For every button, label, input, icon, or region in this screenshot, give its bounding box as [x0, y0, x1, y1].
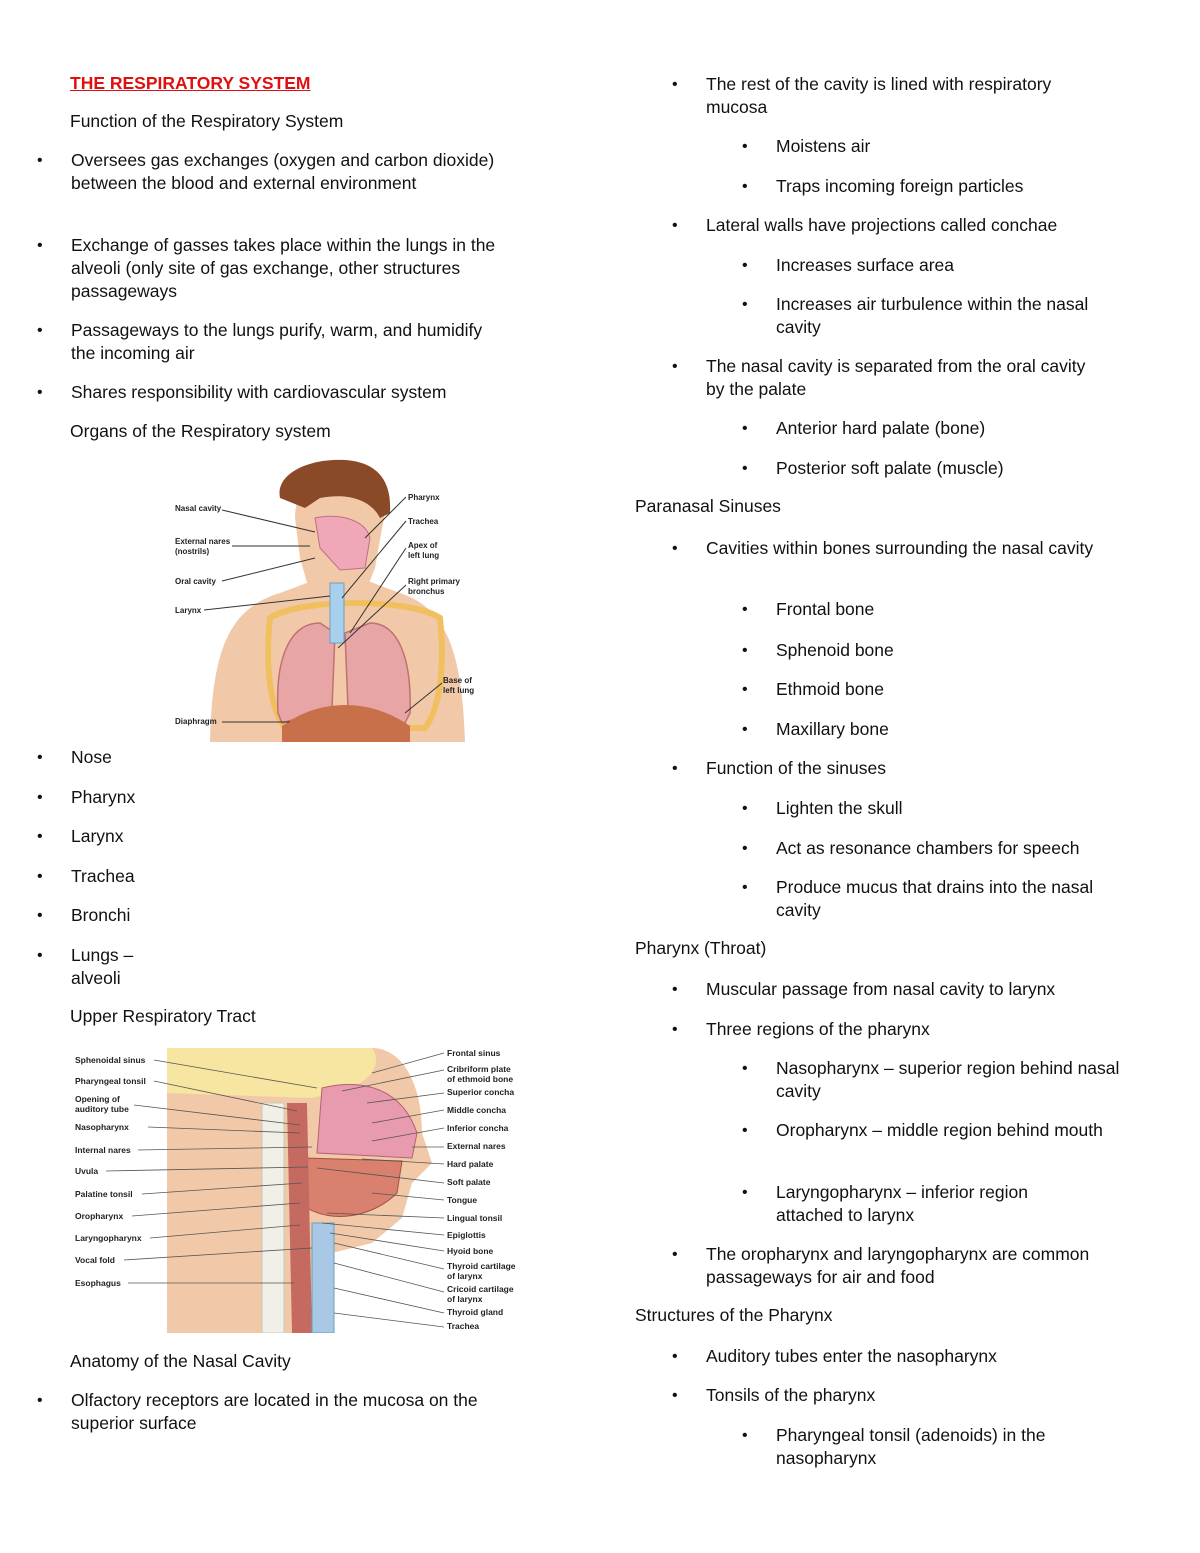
figure-label: Pharynx: [408, 493, 440, 502]
sub-list-item: • Maxillary bone: [776, 718, 889, 741]
figure-label: Nasal cavity: [175, 504, 222, 513]
figure-label: Right primary: [408, 577, 461, 586]
list-item: • Nose: [71, 746, 112, 769]
list-item: • Olfactory receptors are located in the mucosa on the superior surface: [71, 1389, 501, 1435]
list-item: • Auditory tubes enter the nasopharynx: [706, 1345, 997, 1368]
figure-label: left lung: [408, 551, 440, 560]
sub-list-item: • Increases air turbulence within the nasal cavity: [776, 293, 1136, 339]
figure-label: (nostrils): [175, 547, 210, 556]
sub-list-item: • Laryngopharynx – inferior region attached to larynx: [776, 1181, 1096, 1227]
section-heading: Paranasal Sinuses: [635, 496, 781, 516]
list-item: • Shares responsibility with cardiovascular system: [71, 381, 511, 404]
figure-label: Internal nares: [75, 1145, 131, 1155]
section-heading: Structures of the Pharynx: [635, 1305, 833, 1325]
figure-label: Vocal fold: [75, 1255, 115, 1265]
respiratory-organs-figure: [170, 458, 480, 742]
section-heading: Function of the Respiratory System: [70, 111, 344, 131]
figure-label: Opening of: [75, 1094, 120, 1104]
sub-list-item: • Sphenoid bone: [776, 639, 894, 662]
figure-label: of larynx: [447, 1294, 483, 1304]
sub-list-item: • Nasopharynx – superior region behind nasal cavity: [776, 1057, 1126, 1103]
figure-label: Cricoid cartilage: [447, 1284, 514, 1294]
figure-label: Pharyngeal tonsil: [75, 1076, 146, 1086]
list-item: • Lateral walls have projections called conchae: [706, 214, 1126, 237]
sub-list-item: • Frontal bone: [776, 598, 874, 621]
figure-label: Larynx: [175, 606, 202, 615]
figure-label: Hyoid bone: [447, 1246, 494, 1256]
figure-label: Diaphragm: [175, 717, 217, 726]
section-heading: Pharynx (Throat): [635, 938, 767, 958]
figure-label: bronchus: [408, 587, 445, 596]
figure-label: Superior concha: [447, 1087, 515, 1097]
figure-label: Soft palate: [447, 1177, 491, 1187]
list-item: • The oropharynx and laryngopharynx are common passageways for air and food: [706, 1243, 1096, 1289]
list-item: • The rest of the cavity is lined with respiratory mucosa: [706, 73, 1106, 119]
figure-label: Uvula: [75, 1166, 99, 1176]
list-item: • Exchange of gasses takes place within the lungs in the alveoli (only site of gas exchange, other structures passageways: [71, 234, 501, 303]
figure-label: Frontal sinus: [447, 1048, 501, 1058]
figure-label: Apex of: [408, 541, 438, 550]
figure-label: Palatine tonsil: [75, 1189, 133, 1199]
page-title: THE RESPIRATORY SYSTEM: [70, 73, 311, 93]
figure-label: Thyroid cartilage: [447, 1261, 516, 1271]
figure-label: of ethmoid bone: [447, 1074, 514, 1084]
sub-list-item: • Oropharynx – middle region behind mouth: [776, 1119, 1106, 1142]
sub-list-item: • Lighten the skull: [776, 797, 902, 820]
list-item: • Passageways to the lungs purify, warm, and humidify the incoming air: [71, 319, 501, 365]
figure-label: Trachea: [447, 1321, 480, 1331]
sub-list-item: • Act as resonance chambers for speech: [776, 837, 1080, 860]
list-item: • Function of the sinuses: [706, 757, 886, 780]
figure-label: Oropharynx: [75, 1211, 124, 1221]
list-item: • Pharynx: [71, 786, 135, 809]
list-item: • Three regions of the pharynx: [706, 1018, 930, 1041]
figure-label: External nares: [447, 1141, 506, 1151]
figure-label: Esophagus: [75, 1278, 121, 1288]
figure-label: of larynx: [447, 1271, 483, 1281]
figure-label: Thyroid gland: [447, 1307, 504, 1317]
list-item: [71, 944, 133, 990]
list-item-line: alveoli: [71, 968, 121, 988]
figure-label: Epiglottis: [447, 1230, 486, 1240]
sub-list-item: • Anterior hard palate (bone): [776, 417, 985, 440]
list-item-line: • Lungs –: [71, 945, 134, 965]
figure-label: Middle concha: [447, 1105, 507, 1115]
list-item: • Tonsils of the pharynx: [706, 1384, 875, 1407]
list-item: • Trachea: [71, 865, 135, 888]
figure-label: left lung: [443, 686, 475, 695]
figure-label: Inferior concha: [447, 1123, 509, 1133]
list-item: • Muscular passage from nasal cavity to larynx: [706, 978, 1055, 1001]
figure-label: Oral cavity: [175, 577, 216, 586]
sub-list-item: • Traps incoming foreign particles: [776, 175, 1023, 198]
figure-label: Base of: [443, 676, 472, 685]
upper-respiratory-tract-figure: [72, 1043, 532, 1333]
section-heading: Upper Respiratory Tract: [70, 1006, 256, 1026]
figure-label: Laryngopharynx: [75, 1233, 142, 1243]
list-item: • Cavities within bones surrounding the nasal cavity: [706, 537, 1096, 560]
list-item: • The nasal cavity is separated from the oral cavity by the palate: [706, 355, 1096, 401]
sub-list-item: • Posterior soft palate (muscle): [776, 457, 1004, 480]
sub-list-item: • Increases surface area: [776, 254, 954, 277]
list-item: • Larynx: [71, 825, 124, 848]
figure-label: Cribriform plate: [447, 1064, 511, 1074]
section-heading: Organs of the Respiratory system: [70, 421, 331, 441]
figure-label: Tongue: [447, 1195, 478, 1205]
figure-label: Nasopharynx: [75, 1122, 129, 1132]
figure-label: Trachea: [408, 517, 439, 526]
figure-label: Hard palate: [447, 1159, 494, 1169]
sub-list-item: • Produce mucus that drains into the nasal cavity: [776, 876, 1096, 922]
section-heading: Anatomy of the Nasal Cavity: [70, 1351, 291, 1371]
list-item: • Oversees gas exchanges (oxygen and carbon dioxide) between the blood and external environment: [71, 149, 501, 195]
figure-label: External nares: [175, 537, 231, 546]
sub-list-item: • Ethmoid bone: [776, 678, 884, 701]
figure-label: auditory tube: [75, 1104, 129, 1114]
sub-list-item: • Pharyngeal tonsil (adenoids) in the nasopharynx: [776, 1424, 1096, 1470]
sub-list-item: • Moistens air: [776, 135, 870, 158]
figure-label: Lingual tonsil: [447, 1213, 503, 1223]
figure-label: Sphenoidal sinus: [75, 1055, 146, 1065]
list-item: • Bronchi: [71, 904, 130, 927]
